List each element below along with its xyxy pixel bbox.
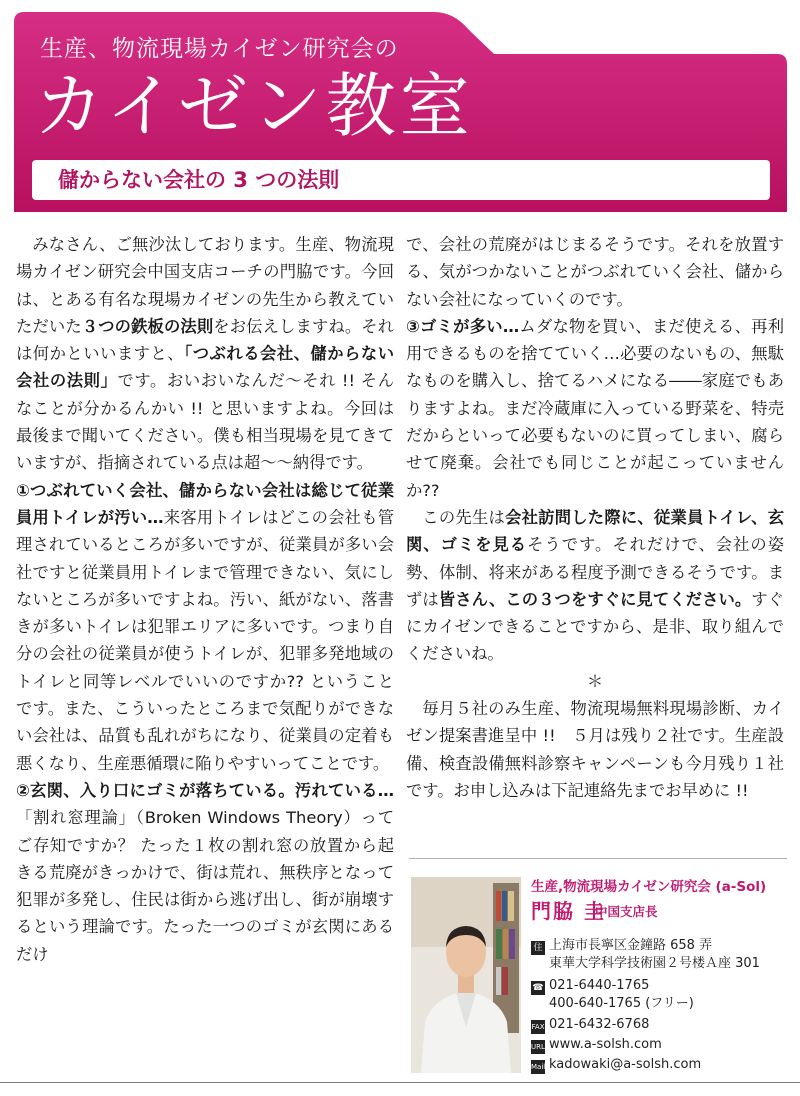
website-link[interactable]: www.a-solsh.com xyxy=(549,1037,662,1052)
subtitle-box xyxy=(32,160,770,200)
page-title: カイゼン教室 xyxy=(34,65,474,147)
author-photo xyxy=(411,877,521,1073)
phone-1[interactable]: 021-6440-1765 xyxy=(549,978,650,993)
text: をお伝えしますね。それは何かといいますと、 xyxy=(16,316,394,364)
fax-number: 021-6432-6768 xyxy=(549,1017,650,1032)
author-organization: 生産,物流現場カイゼン研究会 (a-Sol) xyxy=(531,879,767,895)
author-name: 門脇 圭 xyxy=(531,899,606,923)
text: ムダな物を買い、まだ使える、再利用できるものを捨てていく…必要のないもの、無駄なものを購入し、捨てるハメになる――家庭でもありますよね。まだ冷蔵庫に入っている野菜を、特売だからといって必要もないのに買ってしまい、腐らせて廃棄。会社でも同じことが起こっていませんか?? xyxy=(406,316,784,500)
text: 「割れ窓理論」（Broken Windows Theory）ってご存知ですか？ たった１枚の割れ窓の放置から起きる荒廃がきっかけで、街は荒れ、無秩序となって犯罪が多発し、住民は街から逃げ出し、街が崩壊するという理論です。たった一つのゴミが玄関にあるだけ xyxy=(16,808,394,964)
bottom-divider xyxy=(0,1082,800,1083)
header-banner xyxy=(14,12,787,212)
text: この先生は xyxy=(422,507,506,527)
author-role: 中国支店長 xyxy=(595,904,658,919)
paragraph-intro xyxy=(16,231,394,477)
address-row-2 xyxy=(549,955,760,973)
rule-1-heading: ①つぶれていく会社、儲からない会社は総じて従業員用トイレが汚い… xyxy=(16,480,394,527)
article-column-left xyxy=(16,231,394,968)
text: そうです。それだけで、会社の姿勢、体制、将来がある程度予測できるそうです。まずは xyxy=(406,535,784,609)
paragraph-summary xyxy=(406,504,784,668)
text-bold: 「つぶれる会社、儲からない会社の法則」 xyxy=(16,344,394,391)
phone-row-2 xyxy=(549,995,694,1013)
text-bold: ３つの鉄板の法則 xyxy=(81,316,214,336)
fax-row xyxy=(531,1016,649,1034)
url-icon: URL xyxy=(531,1040,545,1054)
text-bold: 会社訪問した際に、従業員トイレ、玄関、ゴミを見る xyxy=(406,507,784,555)
paragraph-rule-3 xyxy=(406,313,784,504)
phone-icon: ☎ xyxy=(532,983,544,993)
url-row xyxy=(531,1036,662,1054)
address-line-2: 東華大学科学技術園２号楼Ａ座 301 xyxy=(549,956,760,971)
author-profile xyxy=(409,858,787,1077)
address-icon: 住 xyxy=(531,941,545,955)
paragraph-rule-2 xyxy=(16,777,394,968)
email-link[interactable]: kadowaki@a-solsh.com xyxy=(549,1057,702,1072)
rule-3-heading: ③ゴミが多い… xyxy=(406,316,520,336)
article-column-right xyxy=(406,231,784,804)
article-subtitle: 儲からない会社の 3 つの法則 xyxy=(58,168,340,192)
paragraph-promo: 毎月５社のみ生産、物流現場無料現場診断、カイゼン提案書進呈中 !! ５月は残り２社です。生産設備、検査設備無料診察キャンペーンも今月残り１社です。お申し込みは下記連絡先までお早めに !! xyxy=(406,699,784,800)
text: 来客用トイレはどこの会社も管理されているところが多いですが、従業員が多い会社ですと従業員用トイレまで管理できない、気にしないところが多いですよね。汚い、紙がない、落書きが多いトイレは犯罪エリアに多いです。つまり自分の会社の従業員が使うトイレが、犯罪多発地域のトイレと同等レベルでいいのですか?? ということです。また、こういったところまで気配りができない会社は、品質も乱れがちになり、従業員の定着も悪くなり、生産悪循環に陥りやすいってことです。 xyxy=(16,507,394,773)
paragraph-continued: で、会社の荒廃がはじまるそうです。それを放置する、気がつかないことがつぶれていく会社、儲からない会社になっていくのです。 xyxy=(406,235,784,309)
address-row xyxy=(531,937,712,955)
mail-row xyxy=(531,1056,701,1074)
text: みなさん、ご無沙汰しております。生産、物流現場カイゼン研究会中国支店コーチの門脇です。今回は、とある有名な現場カイゼンの先生から教えていただいた xyxy=(16,235,394,336)
header-kicker: 生産、物流現場カイゼン研究会の xyxy=(40,36,399,62)
phone-2[interactable]: 400-640-1765 (フリー) xyxy=(549,996,694,1011)
phone-row xyxy=(531,977,649,995)
text: すぐにカイゼンできることですから、是非、取り組んでくださいね。 xyxy=(406,589,784,664)
fax-icon: FAX xyxy=(531,1020,545,1034)
rule-2-heading: ②玄関、入り口にゴミが落ちている。汚れている… xyxy=(16,780,394,800)
mail-icon: Mail xyxy=(531,1060,545,1074)
text-bold: 皆さん、この３つをすぐに見てください。 xyxy=(438,589,752,609)
paragraph-rule-1 xyxy=(16,477,394,777)
address-line-1: 上海市長寧区金鐘路 658 弄 xyxy=(549,938,713,953)
section-divider: ＊ xyxy=(586,671,604,691)
text: です。おいおいなんだ～それ !! そんなことが分かるんかい !! と思いますよね。今回は最後まで聞いてください。僕も相当現場を見てきていますが、指摘されている点は超～～納得です。 xyxy=(16,371,394,473)
